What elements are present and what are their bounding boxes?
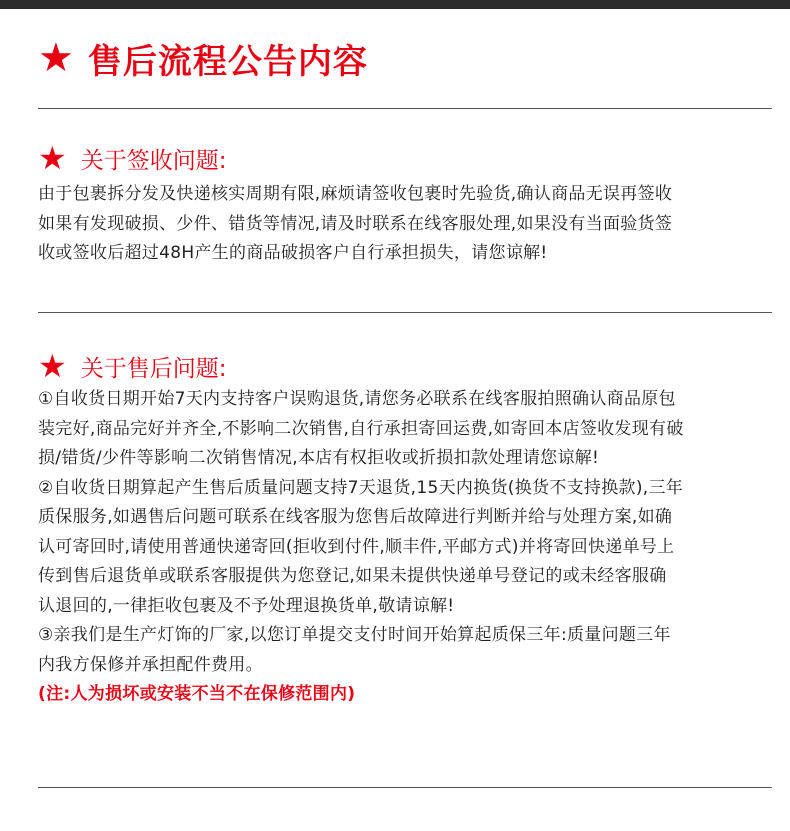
divider — [38, 787, 772, 788]
page-title: 售后流程公告内容 — [87, 41, 368, 82]
paragraph-line: 质保服务,如遇售后问题可联系在线客服为您售后故障进行判断并给与处理方案,如确 — [38, 507, 673, 527]
paragraph-line: 收或签收后超过48H产生的商品破损客户自行承担损失，请您谅解! — [38, 243, 548, 263]
after-sales-section-title: 关于售后问题: — [80, 355, 227, 382]
signing-section-title: 关于签收问题: — [80, 147, 227, 174]
paragraph-line: 内我方保修并承担配件费用。 — [38, 654, 263, 675]
paragraph-line: 认退回的,一律拒收包裹及不予处理退换货单,敬请谅解! — [38, 595, 455, 616]
paragraph-line: ③亲我们是生产灯饰的厂家,以您订单提交支付时间开始算起质保三年:质量问题三年 — [38, 625, 671, 645]
top-bar — [0, 0, 790, 9]
after-sales-section-header — [38, 346, 226, 386]
paragraph-line: 如果有发现破损、少件、错货等情况,请及时联系在线客服处理,如果没有当面验货签 — [38, 213, 673, 234]
star-icon: ★ — [38, 35, 74, 81]
star-icon: ★ — [38, 347, 67, 385]
page-header — [38, 34, 368, 82]
divider — [38, 312, 772, 313]
paragraph-line: 装完好,商品完好并齐全,不影响二次销售,自行承担寄回运费,如寄回本店签收发现有破 — [38, 418, 684, 439]
warranty-note: (注:人为损坏或安装不当不在保修范围内) — [38, 684, 356, 704]
paragraph-line: ①自收货日期开始7天内支持客户误购退货,请您务必联系在线客服拍照确认商品原包 — [38, 389, 676, 409]
signing-section-body — [38, 180, 786, 269]
paragraph-line: 损/错货/少件等影响二次销售情况,本店有权拒收或折损扣款处理请您谅解! — [38, 448, 600, 468]
paragraph-line: 认可寄回时,请使用普通快递寄回(拒收到付件,顺丰件,平邮方式)并将寄回快递单号上 — [38, 536, 675, 557]
after-sales-section-body — [38, 385, 786, 710]
paragraph-line: 由于包裹拆分发及快递核实周期有限,麻烦请签收包裹时先验货,确认商品无误再签收 — [38, 184, 673, 204]
paragraph-line: 传到售后退货单或联系客服提供为您登记,如果未提供快递单号登记的或未经客服确 — [38, 566, 667, 586]
star-icon: ★ — [38, 139, 67, 177]
signing-section-header — [38, 138, 226, 178]
divider — [38, 108, 772, 109]
paragraph-line: ②自收货日期算起产生售后质量问题支持7天退货,15天内换货(换货不支持换款),三年 — [38, 477, 684, 498]
